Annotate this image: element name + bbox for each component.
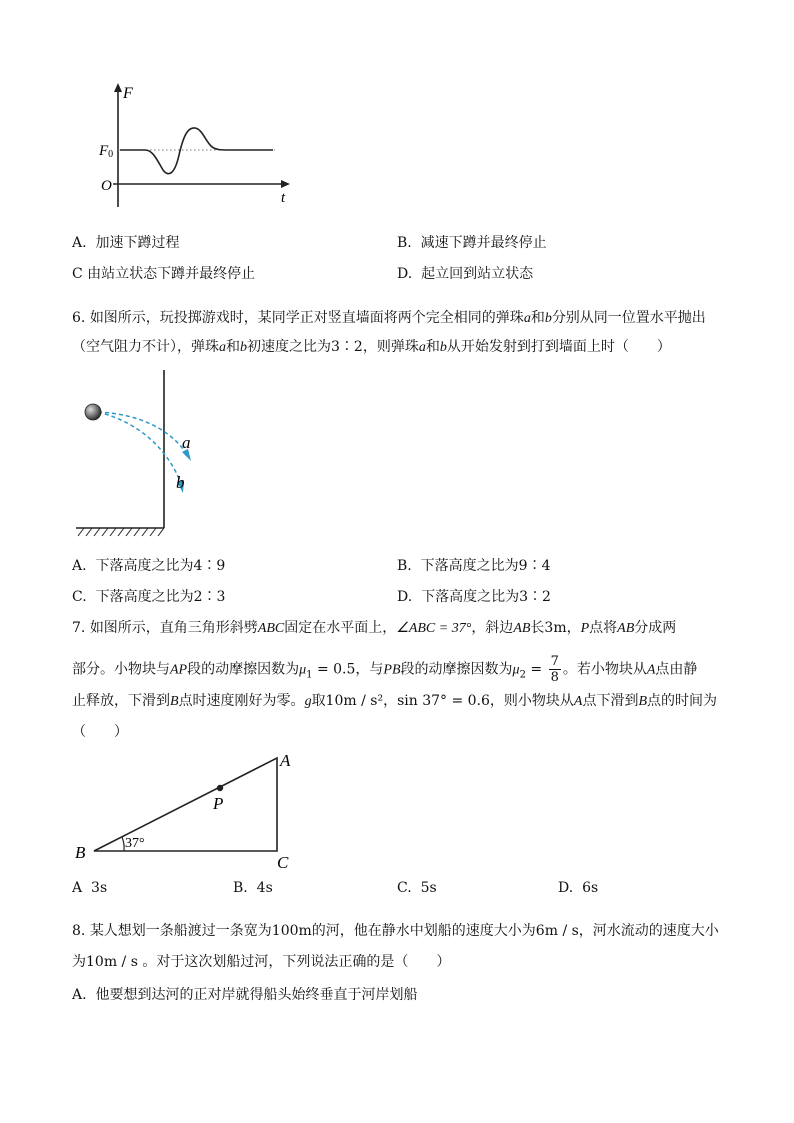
angle-arc [122,837,124,851]
q7-stem-line2: 部分。小物块与AP段的动摩擦因数为$\mu_1 = 0.5$，与PB段的动摩擦因数为$\mu_2$ = $\frac{7}{8}$ 。若小物块从A点由静 [72,654,698,685]
f-axis-arrow [114,83,122,92]
label-a: a [182,433,191,452]
q8-stem-line1: 8. 某人想划一条船渡过一条宽为100m的河，他在静水中划船的速度大小为6m / s，河水流动的速度大小 [72,923,719,939]
q6-option-b[interactable]: B. 下落高度之比为9∶4 [397,558,551,574]
ground-hatching [78,528,164,536]
q7-stem-line4: （ ） [72,724,128,740]
trajectory-b [98,412,182,486]
q5-option-d[interactable]: D. 起立回到站立状态 [397,266,534,282]
q6-stem-line2: （空气阻力不计），弹珠a和b初速度之比为3∶2，则弹珠a和b从开始发射到打到墙面上时（ ） [72,339,671,355]
f-axis-label: F [123,85,133,102]
projectile-wall-figure [70,368,210,540]
q8-stem-line2: 为10m / s 。对于这次划船过河，下列说法正确的是（ ） [72,954,451,970]
point-p [217,785,223,791]
q7-option-a[interactable]: A 3s [72,880,108,896]
trajectory-a [98,412,188,456]
q5-option-c[interactable]: C 由站立状态下蹲并最终停止 [72,266,256,282]
point-p-label: P [213,794,224,813]
force-curve [120,128,273,174]
vertex-c-label: C [277,853,289,872]
q6-option-a[interactable]: A. 下落高度之比为4∶9 [72,558,226,574]
angle-label: 37° [125,836,145,851]
q7-stem-line1: 7. 如图所示，直角三角形斜劈ABC固定在水平面上，∠ABC = 37°，斜边AB长3m，P点将AB分成两 [72,620,677,636]
q6-option-c[interactable]: C. 下落高度之比为2∶3 [72,589,226,605]
t-axis-arrow [281,180,290,188]
inclined-plane-figure [70,748,300,873]
q5-option-b[interactable]: B. 减速下蹲并最终停止 [397,235,547,251]
q7-option-c[interactable]: C. 5s [397,880,437,896]
origin-label: O [101,178,112,194]
f0-label: F0 [99,143,114,160]
vertex-a-label: A [280,751,291,770]
q6-stem-line1: 6. 如图所示，玩投掷游戏时，某同学正对竖直墙面将两个完全相同的弹珠a和b分别从同一位置水平抛出 [72,310,706,326]
vertex-b-label: B [75,843,86,862]
q7-option-b[interactable]: B. 4s [233,880,273,896]
q5-option-a[interactable]: A. 加速下蹲过程 [72,235,180,251]
q7-option-d[interactable]: D. 6s [558,880,599,896]
t-axis-label: t [281,190,286,206]
label-b: b [176,473,185,492]
marble [85,404,101,420]
force-time-graph [95,80,295,210]
triangle-abc [94,758,277,851]
q7-stem-line3: 止释放，下滑到B点时速度刚好为零。g取10m / s²，sin 37° = 0.6，则小物块从A点下滑到B点的时间为 [72,693,718,709]
q8-option-a[interactable]: A. 他要想到达河的正对岸就得船头始终垂直于河岸划船 [72,987,418,1003]
fraction-7-8: $\frac{7}{8}$ [550,654,559,685]
q6-option-d[interactable]: D. 下落高度之比为3∶2 [397,589,551,605]
